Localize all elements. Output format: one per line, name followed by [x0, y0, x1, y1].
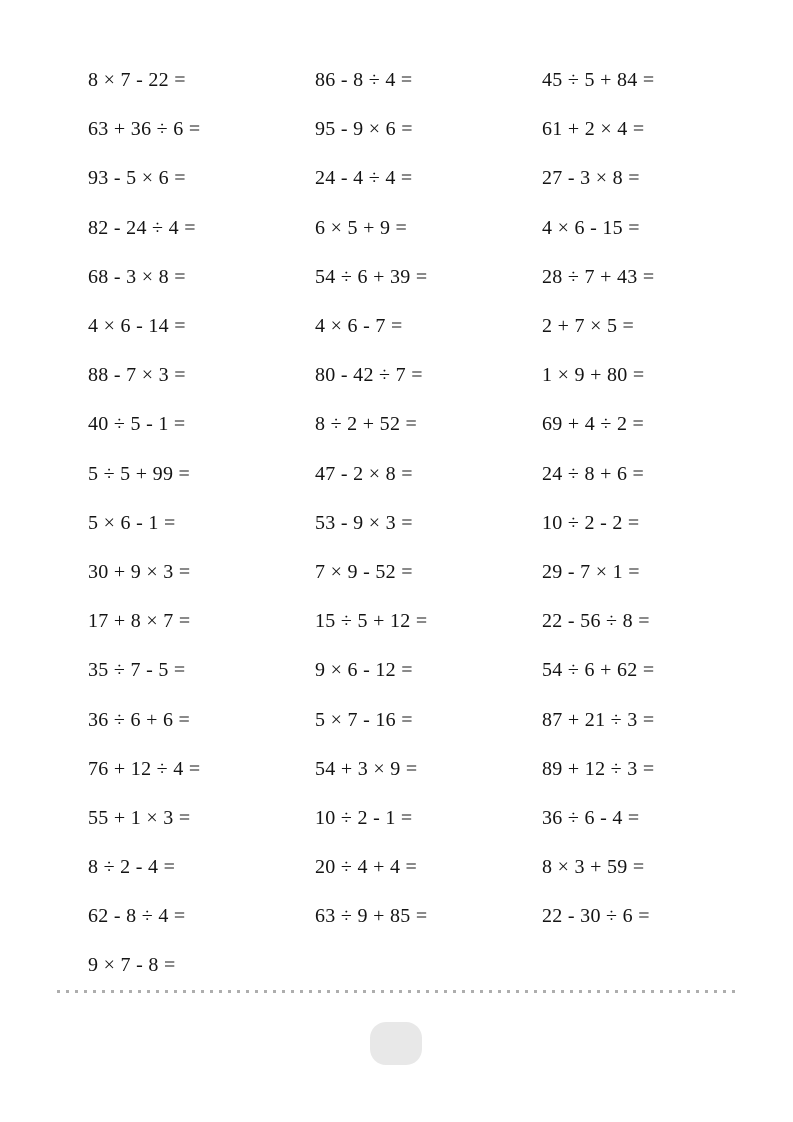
problem-expression: 61 + 2 × 4 = [542, 118, 645, 141]
problem-expression: 15 ÷ 5 + 12 = [315, 610, 428, 633]
problem-expression: 8 ÷ 2 + 52 = [315, 413, 418, 436]
page-footer-marker [370, 1022, 422, 1065]
problem-expression: 87 + 21 ÷ 3 = [542, 708, 655, 731]
problem-expression: 29 - 7 × 1 = [542, 560, 640, 583]
problem-expression: 82 - 24 ÷ 4 = [88, 216, 196, 239]
problem-expression: 86 - 8 ÷ 4 = [315, 69, 413, 92]
problem-expression: 10 ÷ 2 - 1 = [315, 806, 413, 829]
problem-expression: 62 - 8 ÷ 4 = [88, 905, 186, 928]
problem-expression: 17 + 8 × 7 = [88, 610, 191, 633]
problem-expression: 35 ÷ 7 - 5 = [88, 659, 186, 682]
problem-expression: 5 ÷ 5 + 99 = [88, 462, 191, 485]
problem-expression: 95 - 9 × 6 = [315, 118, 413, 141]
problem-expression: 5 × 6 - 1 = [88, 511, 176, 534]
problem-expression: 55 + 1 × 3 = [88, 806, 191, 829]
problem-expression: 40 ÷ 5 - 1 = [88, 413, 186, 436]
problem-expression: 80 - 42 ÷ 7 = [315, 364, 423, 387]
problem-expression: 24 ÷ 8 + 6 = [542, 462, 645, 485]
problem-expression: 2 + 7 × 5 = [542, 315, 635, 338]
problem-expression: 22 - 56 ÷ 8 = [542, 610, 650, 633]
dotted-divider [57, 990, 737, 993]
problem-expression: 1 × 9 + 80 = [542, 364, 645, 387]
problem-expression: 36 ÷ 6 - 4 = [542, 806, 640, 829]
problem-expression: 88 - 7 × 3 = [88, 364, 186, 387]
problem-expression: 8 × 3 + 59 = [542, 856, 645, 879]
problem-expression: 28 ÷ 7 + 43 = [542, 265, 655, 288]
problem-expression: 22 - 30 ÷ 6 = [542, 905, 650, 928]
problem-expression: 10 ÷ 2 - 2 = [542, 511, 640, 534]
problem-expression: 68 - 3 × 8 = [88, 265, 186, 288]
problem-expression: 93 - 5 × 6 = [88, 167, 186, 190]
problem-expression: 6 × 5 + 9 = [315, 216, 408, 239]
problem-expression: 54 + 3 × 9 = [315, 757, 418, 780]
problem-expression: 9 × 6 - 12 = [315, 659, 413, 682]
problem-expression: 20 ÷ 4 + 4 = [315, 856, 418, 879]
problem-expression: 47 - 2 × 8 = [315, 462, 413, 485]
problem-expression: 9 × 7 - 8 = [88, 954, 176, 977]
problem-expression: 63 + 36 ÷ 6 = [88, 118, 201, 141]
problem-expression: 30 + 9 × 3 = [88, 560, 191, 583]
problem-expression: 63 ÷ 9 + 85 = [315, 905, 428, 928]
problem-expression: 53 - 9 × 3 = [315, 511, 413, 534]
problem-expression: 54 ÷ 6 + 39 = [315, 265, 428, 288]
problem-expression: 4 × 6 - 14 = [88, 315, 186, 338]
problem-expression: 8 ÷ 2 - 4 = [88, 856, 176, 879]
problem-expression: 24 - 4 ÷ 4 = [315, 167, 413, 190]
problems-grid [88, 56, 772, 991]
problem-expression: 4 × 6 - 7 = [315, 315, 403, 338]
problem-expression: 5 × 7 - 16 = [315, 708, 413, 731]
problem-expression: 36 ÷ 6 + 6 = [88, 708, 191, 731]
problem-expression: 27 - 3 × 8 = [542, 167, 640, 190]
problem-expression: 45 ÷ 5 + 84 = [542, 69, 655, 92]
problem-expression: 69 + 4 ÷ 2 = [542, 413, 645, 436]
problem-expression: 7 × 9 - 52 = [315, 560, 413, 583]
problem-expression: 4 × 6 - 15 = [542, 216, 640, 239]
problem-expression: 76 + 12 ÷ 4 = [88, 757, 201, 780]
problem-expression: 89 + 12 ÷ 3 = [542, 757, 655, 780]
problem-expression: 8 × 7 - 22 = [88, 69, 186, 92]
problem-expression: 54 ÷ 6 + 62 = [542, 659, 655, 682]
